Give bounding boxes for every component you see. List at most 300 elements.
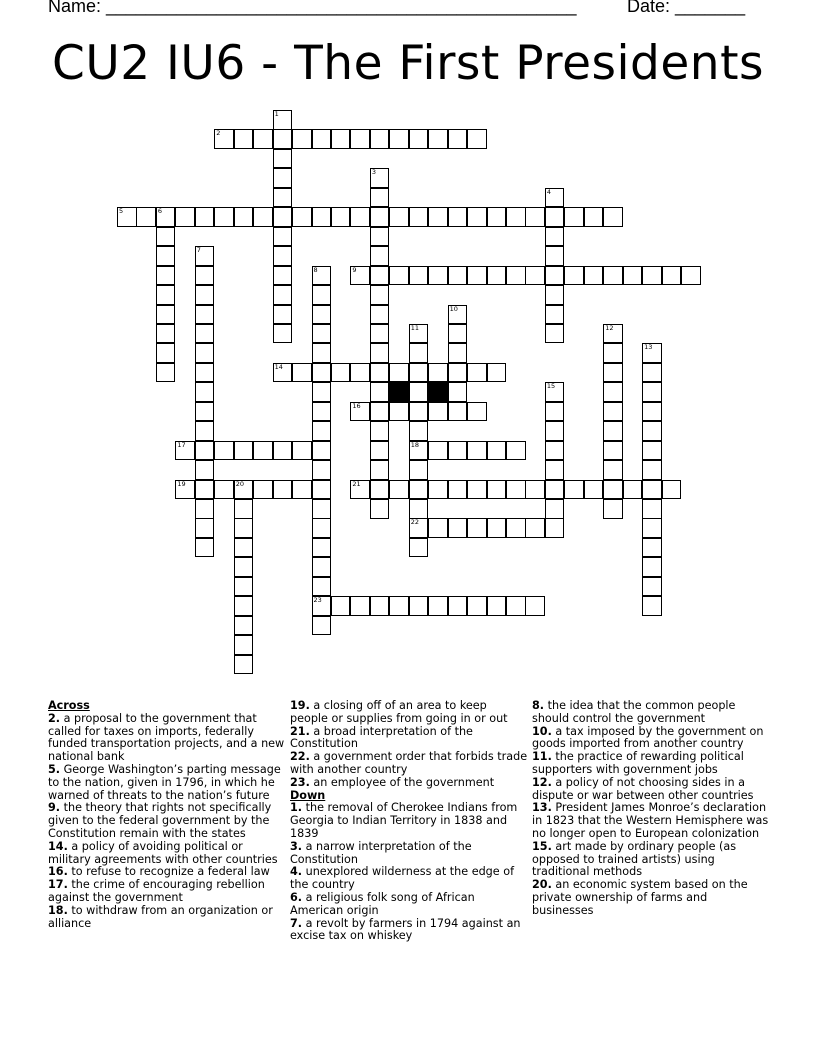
grid-cell[interactable] xyxy=(545,207,565,227)
grid-cell[interactable] xyxy=(428,402,448,422)
grid-cell[interactable] xyxy=(273,363,293,383)
grid-cell[interactable] xyxy=(312,285,332,305)
grid-cell[interactable] xyxy=(156,324,176,344)
clue-number-label: 19. xyxy=(290,699,310,712)
grid-cell[interactable] xyxy=(156,227,176,247)
grid-cell[interactable] xyxy=(195,441,215,461)
grid-cell[interactable] xyxy=(506,596,526,616)
grid-cell[interactable] xyxy=(156,246,176,266)
clue-item xyxy=(532,841,772,879)
clue-number: 2 xyxy=(216,129,221,138)
grid-cell[interactable] xyxy=(156,207,176,227)
grid-cell[interactable] xyxy=(389,596,409,616)
grid-cell[interactable] xyxy=(117,207,137,227)
grid-cell[interactable] xyxy=(312,480,332,500)
clue-item xyxy=(290,918,528,944)
grid-cell[interactable] xyxy=(448,441,468,461)
grid-cell[interactable] xyxy=(312,460,332,480)
grid-cell[interactable] xyxy=(312,343,332,363)
grid-cell[interactable] xyxy=(234,518,254,538)
grid-cell[interactable] xyxy=(273,149,293,169)
grid-cell[interactable] xyxy=(350,402,370,422)
grid-cell[interactable] xyxy=(409,596,429,616)
clue-number: 15 xyxy=(546,382,556,391)
grid-cell[interactable] xyxy=(312,577,332,597)
grid-cell[interactable] xyxy=(312,382,332,402)
grid-cell[interactable] xyxy=(273,285,293,305)
grid-cell[interactable] xyxy=(642,596,662,616)
grid-cell[interactable] xyxy=(156,343,176,363)
grid-cell[interactable] xyxy=(370,382,390,402)
grid-cell[interactable] xyxy=(662,480,682,500)
clue-number: 22 xyxy=(410,518,420,527)
grid-cell-black xyxy=(428,382,448,402)
grid-cell[interactable] xyxy=(409,266,429,286)
grid-cell[interactable] xyxy=(234,129,254,149)
grid-cell[interactable] xyxy=(195,363,215,383)
grid-cell[interactable] xyxy=(603,207,623,227)
grid-cell[interactable] xyxy=(623,266,643,286)
grid-cell[interactable] xyxy=(545,227,565,247)
grid-cell[interactable] xyxy=(642,557,662,577)
clue-item xyxy=(532,726,772,752)
grid-cell[interactable] xyxy=(448,343,468,363)
grid-cell[interactable] xyxy=(312,421,332,441)
grid-cell[interactable] xyxy=(642,421,662,441)
grid-cell[interactable] xyxy=(603,441,623,461)
grid-cell[interactable] xyxy=(175,207,195,227)
clue-item xyxy=(532,751,772,777)
grid-cell[interactable] xyxy=(525,518,545,538)
grid-cell[interactable] xyxy=(136,207,156,227)
clue-text: a religious folk song of African American origin xyxy=(290,890,475,917)
grid-cell[interactable] xyxy=(525,596,545,616)
grid-cell[interactable] xyxy=(545,246,565,266)
grid-cell[interactable] xyxy=(448,207,468,227)
grid-cell[interactable] xyxy=(603,363,623,383)
grid-cell[interactable] xyxy=(312,207,332,227)
grid-cell[interactable] xyxy=(603,480,623,500)
grid-cell[interactable] xyxy=(253,480,273,500)
grid-cell[interactable] xyxy=(428,266,448,286)
grid-cell[interactable] xyxy=(350,480,370,500)
grid-cell[interactable] xyxy=(467,402,487,422)
grid-cell[interactable] xyxy=(350,207,370,227)
grid-cell[interactable] xyxy=(195,285,215,305)
grid-cell[interactable] xyxy=(545,460,565,480)
grid-cell[interactable] xyxy=(409,499,429,519)
grid-cell[interactable] xyxy=(292,129,312,149)
grid-cell[interactable] xyxy=(545,441,565,461)
clue-number: 10 xyxy=(449,304,458,313)
grid-cell[interactable] xyxy=(195,480,215,500)
clue-number: 1 xyxy=(274,110,279,118)
grid-cell[interactable] xyxy=(642,363,662,383)
grid-cell[interactable] xyxy=(370,129,390,149)
grid-cell[interactable] xyxy=(428,207,448,227)
grid-cell[interactable] xyxy=(156,285,176,305)
grid-cell[interactable] xyxy=(564,480,584,500)
grid-cell[interactable] xyxy=(234,480,254,500)
grid-cell[interactable] xyxy=(195,538,215,558)
grid-cell[interactable] xyxy=(642,343,662,363)
grid-cell[interactable] xyxy=(603,499,623,519)
clues-column-2 xyxy=(290,700,528,943)
grid-cell[interactable] xyxy=(642,538,662,558)
clue-number-label: 13. xyxy=(532,801,552,815)
grid-cell[interactable] xyxy=(195,402,215,422)
grid-cell[interactable] xyxy=(487,480,507,500)
grid-cell[interactable] xyxy=(642,577,662,597)
grid-cell[interactable] xyxy=(273,480,293,500)
grid-cell[interactable] xyxy=(389,480,409,500)
clue-number-label: 23. xyxy=(290,775,310,789)
grid-cell[interactable] xyxy=(175,441,195,461)
grid-cell[interactable] xyxy=(370,246,390,266)
grid-cell[interactable] xyxy=(312,499,332,519)
grid-cell[interactable] xyxy=(487,518,507,538)
grid-cell[interactable] xyxy=(312,596,332,616)
grid-cell[interactable] xyxy=(409,460,429,480)
clue-text: the crime of encouraging rebellion against the government xyxy=(48,878,265,904)
grid-cell[interactable] xyxy=(234,635,254,655)
grid-cell[interactable] xyxy=(370,168,390,188)
grid-cell[interactable] xyxy=(350,596,370,616)
grid-cell[interactable] xyxy=(545,518,565,538)
grid-cell[interactable] xyxy=(389,207,409,227)
grid-cell[interactable] xyxy=(389,266,409,286)
grid-cell[interactable] xyxy=(195,382,215,402)
grid-cell[interactable] xyxy=(409,402,429,422)
grid-cell[interactable] xyxy=(331,596,351,616)
clue-item xyxy=(48,802,286,840)
grid-cell[interactable] xyxy=(467,266,487,286)
grid-cell[interactable] xyxy=(273,227,293,247)
grid-cell[interactable] xyxy=(409,207,429,227)
grid-cell[interactable] xyxy=(525,480,545,500)
grid-cell[interactable] xyxy=(428,480,448,500)
grid-cell[interactable] xyxy=(506,480,526,500)
grid-cell[interactable] xyxy=(487,596,507,616)
grid-cell[interactable] xyxy=(195,421,215,441)
grid-cell[interactable] xyxy=(409,129,429,149)
grid-cell[interactable] xyxy=(312,266,332,286)
grid-cell[interactable] xyxy=(487,266,507,286)
grid-cell[interactable] xyxy=(234,596,254,616)
grid-cell[interactable] xyxy=(545,382,565,402)
clue-number: 13 xyxy=(644,343,653,352)
clue-number-label: 4. xyxy=(290,865,303,879)
grid-cell[interactable] xyxy=(409,421,429,441)
grid-cell[interactable] xyxy=(312,616,332,636)
grid-cell[interactable] xyxy=(312,305,332,325)
grid-cell[interactable] xyxy=(448,324,468,344)
grid-cell[interactable] xyxy=(350,266,370,286)
grid-cell[interactable] xyxy=(642,518,662,538)
grid-cell[interactable] xyxy=(603,460,623,480)
grid-cell[interactable] xyxy=(195,305,215,325)
grid-cell[interactable] xyxy=(603,402,623,422)
grid-cell[interactable] xyxy=(681,266,701,286)
clue-number: 16 xyxy=(352,401,361,410)
grid-cell[interactable] xyxy=(506,441,526,461)
grid-cell[interactable] xyxy=(467,518,487,538)
grid-cell[interactable] xyxy=(448,402,468,422)
grid-cell[interactable] xyxy=(350,363,370,383)
grid-cell[interactable] xyxy=(312,324,332,344)
grid-cell[interactable] xyxy=(195,499,215,519)
grid-cell[interactable] xyxy=(545,402,565,422)
grid-cell[interactable] xyxy=(584,480,604,500)
grid-cell[interactable] xyxy=(312,538,332,558)
grid-cell[interactable] xyxy=(312,402,332,422)
clue-text: the practice of rewarding political supporters with government jobs xyxy=(532,750,744,776)
grid-cell[interactable] xyxy=(234,577,254,597)
grid-cell[interactable] xyxy=(331,129,351,149)
grid-cell[interactable] xyxy=(234,441,254,461)
grid-cell[interactable] xyxy=(428,518,448,538)
grid-cell[interactable] xyxy=(467,480,487,500)
grid-cell[interactable] xyxy=(642,402,662,422)
grid-cell[interactable] xyxy=(448,382,468,402)
grid-cell[interactable] xyxy=(312,518,332,538)
clue-item xyxy=(532,700,772,726)
name-field-label: Name: _______________________________________________ xyxy=(48,0,577,16)
grid-cell[interactable] xyxy=(253,207,273,227)
grid-cell[interactable] xyxy=(195,343,215,363)
clue-text: to withdraw from an organization or alliance xyxy=(48,903,273,930)
grid-cell[interactable] xyxy=(603,266,623,286)
grid-cell[interactable] xyxy=(448,129,468,149)
grid-cell[interactable] xyxy=(273,207,293,227)
grid-cell[interactable] xyxy=(273,246,293,266)
grid-cell[interactable] xyxy=(331,207,351,227)
grid-cell[interactable] xyxy=(642,441,662,461)
grid-cell[interactable] xyxy=(273,266,293,286)
grid-cell[interactable] xyxy=(603,343,623,363)
grid-cell[interactable] xyxy=(195,518,215,538)
clue-number: 3 xyxy=(371,168,376,177)
grid-cell[interactable] xyxy=(487,207,507,227)
clue-item xyxy=(290,866,528,892)
grid-cell[interactable] xyxy=(603,324,623,344)
grid-cell[interactable] xyxy=(428,441,448,461)
clue-number: 4 xyxy=(546,187,552,196)
grid-cell[interactable] xyxy=(545,305,565,325)
grid-cell[interactable] xyxy=(195,460,215,480)
grid-cell[interactable] xyxy=(487,363,507,383)
grid-cell[interactable] xyxy=(564,207,584,227)
grid-cell[interactable] xyxy=(409,480,429,500)
grid-cell[interactable] xyxy=(623,480,643,500)
grid-cell[interactable] xyxy=(564,266,584,286)
clue-item xyxy=(290,777,528,790)
clue-number-label: 22. xyxy=(290,750,310,764)
grid-cell[interactable] xyxy=(234,207,254,227)
grid-cell[interactable] xyxy=(370,324,390,344)
grid-cell[interactable] xyxy=(642,480,662,500)
grid-cell[interactable] xyxy=(662,266,682,286)
grid-cell[interactable] xyxy=(312,129,332,149)
grid-cell[interactable] xyxy=(467,207,487,227)
grid-cell[interactable] xyxy=(584,266,604,286)
grid-cell[interactable] xyxy=(273,168,293,188)
grid-cell[interactable] xyxy=(370,188,390,208)
grid-cell[interactable] xyxy=(545,188,565,208)
grid-cell[interactable] xyxy=(389,402,409,422)
grid-cell[interactable] xyxy=(389,129,409,149)
grid-cell[interactable] xyxy=(292,480,312,500)
grid-cell[interactable] xyxy=(545,266,565,286)
grid-cell[interactable] xyxy=(273,324,293,344)
grid-cell[interactable] xyxy=(409,518,429,538)
grid-cell[interactable] xyxy=(525,207,545,227)
clue-item xyxy=(48,905,286,931)
grid-cell[interactable] xyxy=(448,305,468,325)
grid-cell[interactable] xyxy=(409,324,429,344)
clue-text: to refuse to recognize a federal law xyxy=(67,865,270,879)
grid-cell[interactable] xyxy=(409,363,429,383)
grid-cell[interactable] xyxy=(545,499,565,519)
grid-cell[interactable] xyxy=(273,188,293,208)
grid-cell[interactable] xyxy=(234,655,254,675)
grid-cell[interactable] xyxy=(642,266,662,286)
grid-cell[interactable] xyxy=(195,324,215,344)
grid-cell[interactable] xyxy=(292,363,312,383)
grid-cell[interactable] xyxy=(448,518,468,538)
grid-cell[interactable] xyxy=(370,305,390,325)
clue-text: a revolt by farmers in 1794 against an excise tax on whiskey xyxy=(290,916,521,943)
date-field-label: Date: _______ xyxy=(627,0,746,16)
grid-cell[interactable] xyxy=(273,441,293,461)
grid-cell[interactable] xyxy=(370,596,390,616)
grid-cell[interactable] xyxy=(409,441,429,461)
grid-cell[interactable] xyxy=(467,363,487,383)
grid-cell[interactable] xyxy=(175,480,195,500)
clue-number-label: 15. xyxy=(532,839,552,853)
grid-cell[interactable] xyxy=(428,596,448,616)
grid-cell[interactable] xyxy=(312,441,332,461)
grid-cell[interactable] xyxy=(584,207,604,227)
grid-cell[interactable] xyxy=(525,266,545,286)
clue-item xyxy=(48,713,286,764)
grid-cell[interactable] xyxy=(273,305,293,325)
grid-cell[interactable] xyxy=(156,266,176,286)
grid-cell[interactable] xyxy=(545,421,565,441)
grid-cell[interactable] xyxy=(370,402,390,422)
grid-cell[interactable] xyxy=(428,129,448,149)
grid-cell[interactable] xyxy=(370,363,390,383)
grid-cell[interactable] xyxy=(331,363,351,383)
grid-cell[interactable] xyxy=(448,596,468,616)
clue-number: 5 xyxy=(119,207,124,216)
grid-cell[interactable] xyxy=(234,557,254,577)
grid-cell[interactable] xyxy=(273,110,293,130)
grid-cell[interactable] xyxy=(448,266,468,286)
grid-cell[interactable] xyxy=(214,129,234,149)
grid-cell[interactable] xyxy=(370,285,390,305)
clue-text: a policy of not choosing sides in a dispute or war between other countries xyxy=(532,775,754,802)
grid-cell[interactable] xyxy=(506,266,526,286)
grid-cell[interactable] xyxy=(234,616,254,636)
grid-cell[interactable] xyxy=(370,266,390,286)
clue-text: a broad interpretation of the Constitution xyxy=(290,724,473,751)
grid-cell[interactable] xyxy=(603,421,623,441)
grid-cell[interactable] xyxy=(370,480,390,500)
grid-cell[interactable] xyxy=(156,305,176,325)
clue-item xyxy=(290,726,528,752)
grid-cell[interactable] xyxy=(253,441,273,461)
grid-cell[interactable] xyxy=(487,441,507,461)
grid-cell[interactable] xyxy=(370,227,390,247)
grid-cell[interactable] xyxy=(506,518,526,538)
clue-number-label: 21. xyxy=(290,724,310,738)
grid-cell[interactable] xyxy=(234,538,254,558)
grid-cell[interactable] xyxy=(389,363,409,383)
grid-cell[interactable] xyxy=(350,129,370,149)
grid-cell[interactable] xyxy=(409,343,429,363)
clue-number: 17 xyxy=(177,440,186,449)
grid-cell[interactable] xyxy=(467,596,487,616)
clue-item xyxy=(48,879,286,905)
grid-cell[interactable] xyxy=(370,421,390,441)
grid-cell[interactable] xyxy=(370,460,390,480)
grid-cell[interactable] xyxy=(409,382,429,402)
grid-cell[interactable] xyxy=(312,363,332,383)
grid-cell[interactable] xyxy=(603,382,623,402)
clue-item xyxy=(290,700,528,726)
clue-number-label: 9. xyxy=(48,801,61,815)
grid-cell[interactable] xyxy=(195,266,215,286)
clue-number-label: 18. xyxy=(48,903,68,917)
grid-cell[interactable] xyxy=(253,129,273,149)
grid-cell[interactable] xyxy=(409,538,429,558)
clue-item xyxy=(48,764,286,802)
grid-cell[interactable] xyxy=(273,129,293,149)
grid-cell[interactable] xyxy=(370,499,390,519)
grid-cell[interactable] xyxy=(195,207,215,227)
grid-cell[interactable] xyxy=(370,343,390,363)
clue-text: a tax imposed by the government on goods imported from another country xyxy=(532,724,764,751)
grid-cell[interactable] xyxy=(156,363,176,383)
grid-cell[interactable] xyxy=(642,460,662,480)
grid-cell[interactable] xyxy=(448,480,468,500)
grid-cell[interactable] xyxy=(467,441,487,461)
grid-cell[interactable] xyxy=(214,480,234,500)
grid-cell[interactable] xyxy=(214,441,234,461)
grid-cell[interactable] xyxy=(545,324,565,344)
grid-cell[interactable] xyxy=(506,207,526,227)
grid-cell[interactable] xyxy=(370,207,390,227)
grid-cell[interactable] xyxy=(234,499,254,519)
grid-cell[interactable] xyxy=(292,441,312,461)
grid-cell[interactable] xyxy=(214,207,234,227)
grid-cell[interactable] xyxy=(292,207,312,227)
grid-cell[interactable] xyxy=(312,557,332,577)
grid-cell[interactable] xyxy=(545,285,565,305)
grid-cell[interactable] xyxy=(467,129,487,149)
grid-cell[interactable] xyxy=(428,363,448,383)
clue-item xyxy=(290,841,528,867)
grid-cell[interactable] xyxy=(545,480,565,500)
clue-number: 23 xyxy=(313,596,322,605)
grid-cell[interactable] xyxy=(195,246,215,266)
grid-cell[interactable] xyxy=(448,363,468,383)
clue-text: unexplored wilderness at the edge of the country xyxy=(290,865,515,892)
grid-cell[interactable] xyxy=(370,441,390,461)
grid-cell[interactable] xyxy=(642,499,662,519)
grid-cell[interactable] xyxy=(642,382,662,402)
